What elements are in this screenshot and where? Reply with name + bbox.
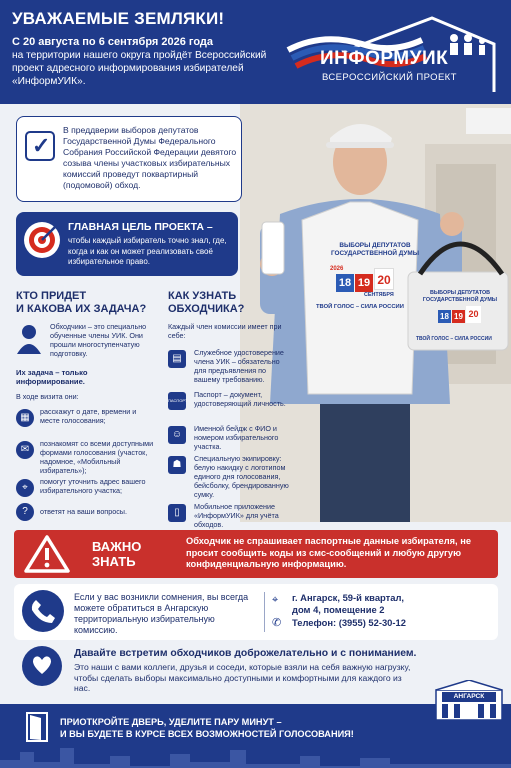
vest-day-19: 19 — [355, 274, 373, 292]
bag-day-18: 18 — [438, 310, 451, 323]
address-line2: дом 4, помещение 2 — [292, 603, 385, 615]
bag-line2: ГОСУДАРСТВЕННОЙ ДУМЫ — [422, 297, 498, 303]
vest-title — [325, 242, 425, 258]
goal-banner — [16, 212, 238, 276]
contact-card — [14, 584, 498, 640]
vest-year: 2026 — [330, 266, 344, 272]
bag-day-19: 19 — [452, 310, 465, 323]
target-icon — [22, 220, 62, 260]
vest-slogan: ТВОЙ ГОЛОС – СИЛА РОССИИ — [316, 304, 404, 310]
heart-hands-icon — [22, 646, 62, 686]
bag-title — [418, 290, 502, 304]
how-column — [168, 290, 292, 529]
how-lead: Каждый член комиссии имеет при себе: — [168, 322, 282, 340]
city-badge — [432, 680, 506, 720]
door-icon — [26, 712, 48, 742]
calendar-icon: ▦ — [16, 409, 34, 427]
location-icon: ⌖ — [16, 479, 34, 497]
who-title-line2: И КАКОВА ИХ ЗАДАЧА? — [16, 303, 147, 315]
contact-address — [292, 592, 404, 615]
col2-item-1: Служебное удостоверение члена УИК – обязательно для предъявления по вашему требованию. — [194, 348, 284, 384]
who-text: Обходчики – это специально обученные члены УИК. Они прошли многоступенчатую подготовку. — [50, 322, 147, 358]
logo-subtitle: ВСЕРОССИЙСКИЙ ПРОЕКТ — [322, 72, 457, 83]
contact-text: Если у вас возникли сомнения, вы всегда можете обратиться в Ангарскую территориальную избирательную комиссию. — [74, 592, 249, 635]
uniform-icon: ☗ — [168, 456, 186, 474]
vest-day-18: 18 — [336, 274, 354, 292]
warning-title-line2: ЗНАТЬ — [92, 554, 136, 569]
col2-item-2: Паспорт – документ, удостоверяющий личность. — [194, 390, 286, 408]
col1-item-1: расскажут о дате, времени и месте голосования; — [40, 407, 137, 425]
vest-month: СЕНТЯБРЯ — [364, 292, 394, 298]
goal-text: чтобы каждый избиратель точно знал, где, когда и как он может реализовать своё избирательное право. — [68, 236, 227, 266]
who-title-line1: КТО ПРИДЕТ — [16, 290, 87, 302]
vest-line2: ГОСУДАРСТВЕННОЙ ДУМЫ — [331, 250, 419, 257]
col1-item-4: ответят на ваши вопросы. — [40, 507, 127, 516]
warning-icon — [24, 534, 70, 574]
phone-small-icon: ✆ — [272, 617, 282, 629]
logo-title: ИНФОРМУИК — [320, 48, 449, 69]
question-icon: ? — [16, 503, 34, 521]
address-line1: г. Ангарск, 59-й квартал, — [292, 592, 404, 603]
vest-line1: ВЫБОРЫ ДЕПУТАТОВ — [339, 242, 411, 249]
col2-item-4: Специальную экипировку: белую накидку с логотипом единого дня голосования, бейсболку, брендированную сумку. — [194, 454, 289, 499]
how-title-line2: ОБХОДЧИКА? — [168, 303, 245, 315]
badge-icon: ☺ — [168, 426, 186, 444]
intro-card — [16, 116, 242, 202]
footer-text — [60, 716, 390, 740]
bag-day-20: 20 — [466, 306, 481, 323]
contact-phone[interactable]: Телефон: (3955) 52-30-12 — [292, 617, 406, 628]
intro-rest: на территории нашего округа пройдёт Всероссийский проект адресного информирования избирателей «ИнформУИК». — [12, 50, 267, 87]
footer-line1: ПРИОТКРОЙТЕ ДВЕРЬ, УДЕЛИТЕ ПАРУ МИНУТ – — [60, 717, 282, 727]
warning-title-line1: ВАЖНО — [92, 539, 142, 554]
meet-section — [14, 644, 498, 698]
bag-slogan: ТВОЙ ГОЛОС – СИЛА РОССИИ — [416, 336, 492, 342]
meet-title: Давайте встретим обходчиков доброжелательно и с пониманием. — [74, 648, 417, 659]
intro-text — [12, 36, 292, 88]
contact-divider — [264, 592, 265, 632]
col1-item-3: помогут уточнить адрес вашего избирательного участка; — [40, 477, 146, 495]
header-banner — [0, 0, 511, 104]
page-title: УВАЖАЕМЫЕ ЗЕМЛЯКИ! — [12, 9, 225, 28]
passport-icon: ПАСПОРТ — [168, 392, 186, 410]
warning-text: Обходчик не спрашивает паспортные данные избирателя, не просит сообщить коды из смс-сообщений и любую другую конфиденциальную информацию. — [186, 536, 471, 569]
id-card-icon: ▤ — [168, 350, 186, 368]
footer-line2: И ВЫ БУДЕТЕ В КУРСЕ ВСЕХ ВОЗМОЖНОСТЕЙ ГОЛОСОВАНИЯ! — [60, 729, 354, 739]
col1-item-2: познакомят со всеми доступными формами голосования (участок, надомное, «Мобильный избиратель»); — [40, 439, 154, 475]
intro-dates: С 20 августа по 6 сентября 2026 года — [12, 36, 214, 48]
person-icon — [16, 324, 42, 354]
goal-title: ГЛАВНАЯ ЦЕЛЬ ПРОЕКТА – — [68, 221, 213, 233]
checkmark-icon: ✓ — [25, 131, 55, 161]
map-pin-icon: ⌖ — [272, 594, 279, 606]
warning-banner — [14, 530, 498, 578]
task-text: Их задача – только информирование. — [16, 368, 88, 386]
how-title-line1: КАК УЗНАТЬ — [168, 290, 237, 302]
col2-item-5: Мобильное приложение «ИнформУИК» для учёта обходов. — [194, 502, 279, 529]
phone-icon — [22, 590, 64, 632]
warning-title — [92, 539, 141, 569]
ballot-icon: ✉ — [16, 441, 34, 459]
city-skyline-icon — [0, 742, 511, 768]
city-name: АНГАРСК — [442, 692, 496, 702]
bag-line1: ВЫБОРЫ ДЕПУТАТОВ — [429, 290, 491, 296]
vest-day-20: 20 — [374, 268, 394, 290]
who-column — [16, 290, 156, 523]
meet-text: Это наши с вами коллеги, друзья и соседи, которые взяли на себя важную нагрузку, чтобы сделать выборы максимально доступными и комфортными для каждого из нас. — [74, 662, 411, 693]
col2-item-3: Именной бейдж с ФИО и номером избирательного участка. — [194, 424, 279, 451]
intro-card-text: В преддверии выборов депутатов Государственной Думы Федерального Собрания Российской Федерации девятого созыва члены участковых избирательных комиссий проведут поквартирный (подомовой) обход. — [63, 125, 237, 190]
during-text: В ходе визита они: — [16, 392, 79, 401]
smartphone-icon: ▯ — [168, 504, 186, 522]
